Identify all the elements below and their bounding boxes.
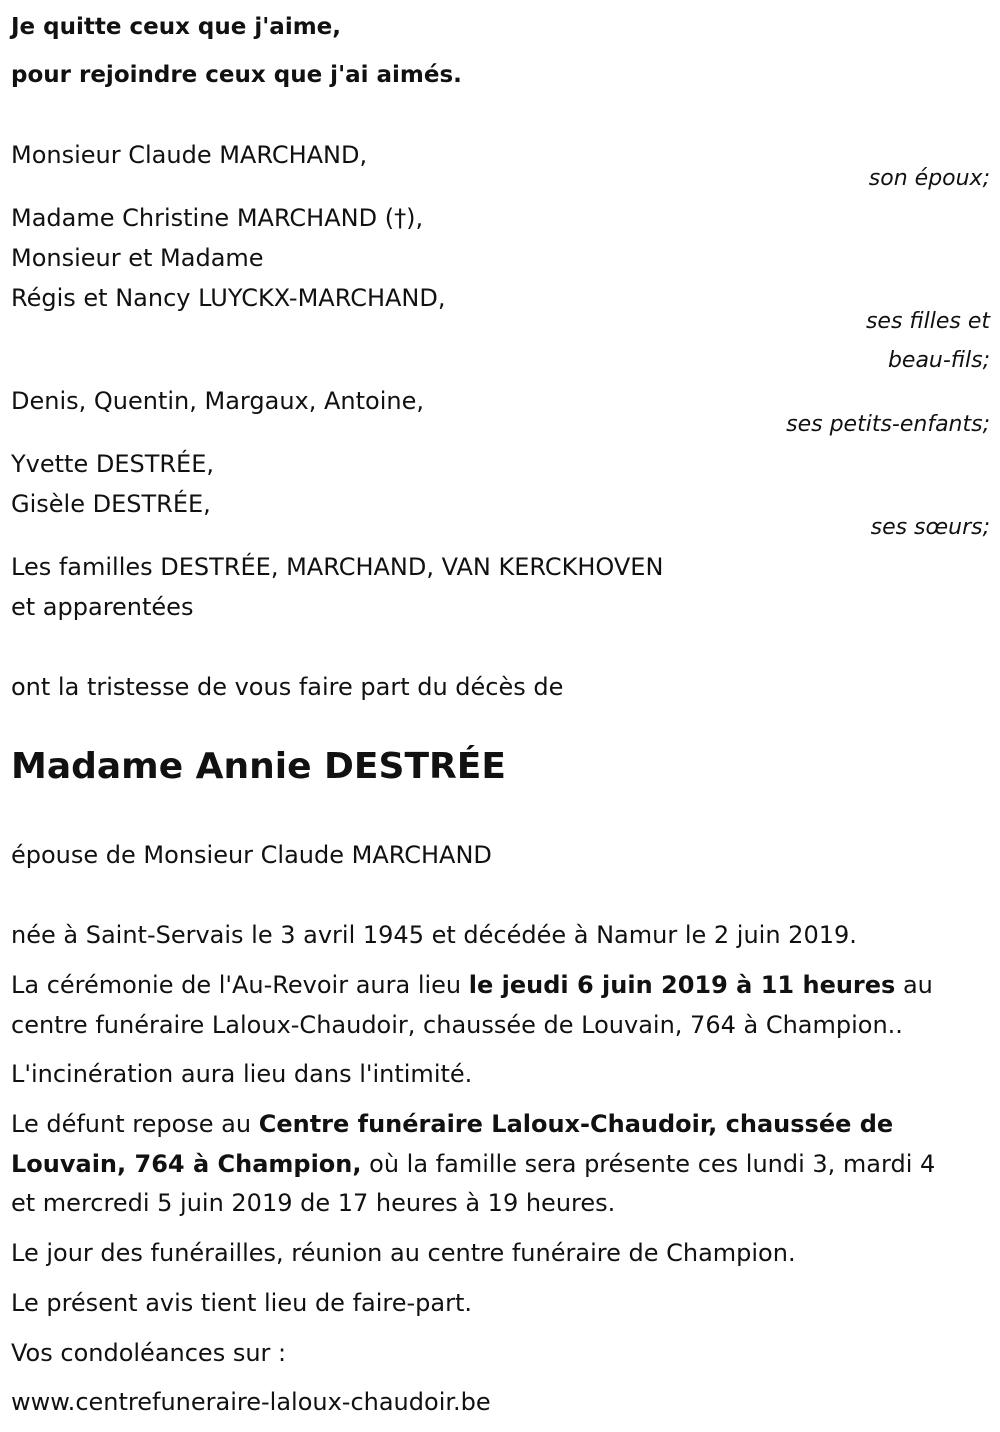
daughters-role-line-2: beau-fils; [887,348,990,373]
deceased-name: Madame Annie DESTRÉE [11,746,506,787]
daughters-role-line-1: ses filles et [865,309,990,334]
website-link[interactable]: www.centrefuneraire-laloux-chaudoir.be [11,1388,491,1416]
announcement: ont la tristesse de vous faire part du décès de [11,673,564,701]
ceremony-text-after: au [895,971,933,999]
sister-1: Yvette DESTRÉE, [11,450,215,478]
grandchildren-role: ses petits-enfants; [786,412,990,437]
repose-line-3: et mercredi 5 juin 2019 de 17 heures à 19 heures. [11,1189,616,1217]
born-died: née à Saint-Servais le 3 avril 1945 et décédée à Namur le 2 juin 2019. [11,921,857,949]
sisters-role: ses sœurs; [870,515,990,540]
repose-line-1 [11,1109,893,1139]
ceremony-line-1 [11,970,933,1000]
funeral-day: Le jour des funérailles, réunion au centre funéraire de Champion. [11,1239,796,1267]
repose-text-after: où la famille sera présente ces lundi 3, mardi 4 [361,1150,936,1178]
families-line-1: Les familles DESTRÉE, MARCHAND, VAN KERCKHOVEN [11,553,664,581]
ceremony-line-2: centre funéraire Laloux-Chaudoir, chaussée de Louvain, 764 à Champion.. [11,1011,903,1039]
families-line-2: et apparentées [11,593,194,621]
repose-text-before: Le défunt repose au [11,1110,259,1138]
daughter-2-line-1: Monsieur et Madame [11,244,264,272]
incineration: L'incinération aura lieu dans l'intimité. [11,1060,473,1088]
spouse-role: son époux; [868,166,990,191]
spouse-of: épouse de Monsieur Claude MARCHAND [11,841,492,869]
repose-location-1: Centre funéraire Laloux-Chaudoir, chaussée de [258,1110,894,1138]
ceremony-text-before: La cérémonie de l'Au-Revoir aura lieu [11,971,469,999]
quote-line-2: pour rejoindre ceux que j'ai aimés. [11,62,462,88]
condolences-label: Vos condoléances sur : [11,1339,287,1367]
daughter-2-line-2: Régis et Nancy LUYCKX-MARCHAND, [11,284,446,312]
repose-location-2: Louvain, 764 à Champion, [11,1150,362,1178]
repose-line-2 [11,1149,935,1179]
quote-line-1: Je quitte ceux que j'aime, [11,14,342,40]
ceremony-datetime: le jeudi 6 juin 2019 à 11 heures [468,971,896,999]
grandchildren: Denis, Quentin, Margaux, Antoine, [11,387,424,415]
sister-2: Gisèle DESTRÉE, [11,490,211,518]
notice: Le présent avis tient lieu de faire-part. [11,1289,473,1317]
spouse-name: Monsieur Claude MARCHAND, [11,141,368,169]
daughter-1: Madame Christine MARCHAND (†), [11,204,424,232]
